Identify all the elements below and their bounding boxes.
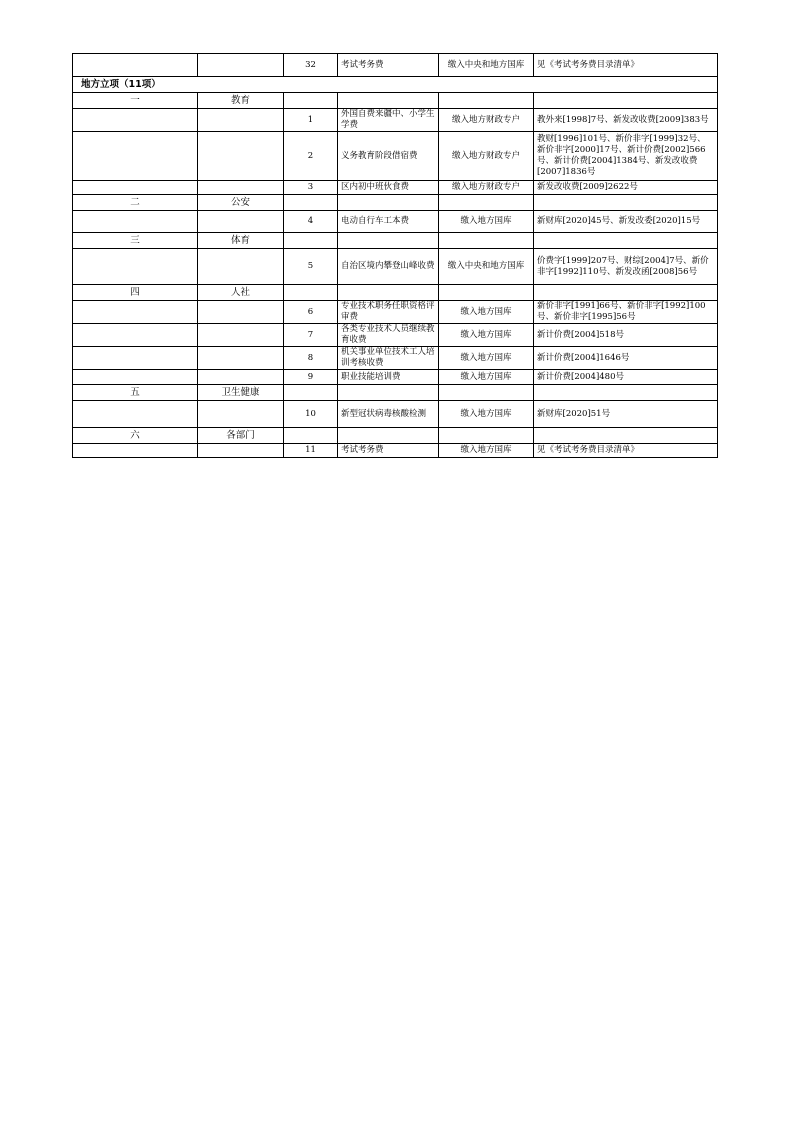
group-name: 教育 bbox=[198, 93, 284, 109]
item-name: 考试考务费 bbox=[338, 444, 439, 458]
table-row bbox=[73, 181, 718, 195]
item-name: 区内初中班伙食费 bbox=[338, 181, 439, 195]
item-number: 4 bbox=[284, 211, 338, 233]
group-name: 人社 bbox=[198, 285, 284, 301]
item-name: 各类专业技术人员继续教育收费 bbox=[338, 324, 439, 347]
item-name: 机关事业单位技术工人培训考核收费 bbox=[338, 347, 439, 370]
item-name: 考试考务费 bbox=[338, 54, 439, 77]
payment-method: 缴入地方国库 bbox=[439, 401, 534, 428]
policy-basis: 新发改收费[2009]2622号 bbox=[534, 181, 718, 195]
cell-empty bbox=[73, 444, 198, 458]
group-row bbox=[73, 285, 718, 301]
policy-basis: 新财库[2020]45号、新发改委[2020]15号 bbox=[534, 211, 718, 233]
cell-empty bbox=[534, 428, 718, 444]
table-row bbox=[73, 211, 718, 233]
table-row bbox=[73, 324, 718, 347]
table-row bbox=[73, 401, 718, 428]
item-number: 8 bbox=[284, 347, 338, 370]
payment-method: 缴入地方国库 bbox=[439, 444, 534, 458]
table-row-top bbox=[73, 54, 718, 77]
group-number: 五 bbox=[73, 385, 198, 401]
item-number: 5 bbox=[284, 249, 338, 285]
payment-method: 缴入地方国库 bbox=[439, 324, 534, 347]
item-number: 9 bbox=[284, 370, 338, 385]
item-number: 1 bbox=[284, 109, 338, 132]
payment-method: 缴入地方国库 bbox=[439, 370, 534, 385]
table-row bbox=[73, 132, 718, 181]
cell-empty bbox=[284, 385, 338, 401]
item-name: 自治区境内攀登山峰收费 bbox=[338, 249, 439, 285]
cell-empty bbox=[534, 195, 718, 211]
group-name: 各部门 bbox=[198, 428, 284, 444]
table-row bbox=[73, 301, 718, 324]
cell-empty bbox=[439, 428, 534, 444]
group-number: 一 bbox=[73, 93, 198, 109]
cell-empty bbox=[439, 385, 534, 401]
cell-empty bbox=[73, 132, 198, 181]
group-row bbox=[73, 93, 718, 109]
cell-empty bbox=[534, 385, 718, 401]
cell-empty bbox=[198, 109, 284, 132]
item-number: 3 bbox=[284, 181, 338, 195]
item-number: 7 bbox=[284, 324, 338, 347]
item-number: 6 bbox=[284, 301, 338, 324]
group-row bbox=[73, 195, 718, 211]
item-name: 新型冠状病毒核酸检测 bbox=[338, 401, 439, 428]
cell-empty bbox=[198, 132, 284, 181]
group-row bbox=[73, 233, 718, 249]
group-number: 六 bbox=[73, 428, 198, 444]
cell-empty bbox=[338, 195, 439, 211]
policy-basis: 教外来[1998]7号、新发改收费[2009]383号 bbox=[534, 109, 718, 132]
cell-empty bbox=[534, 233, 718, 249]
cell-empty bbox=[534, 285, 718, 301]
policy-basis: 新计价费[2004]1646号 bbox=[534, 347, 718, 370]
item-number: 11 bbox=[284, 444, 338, 458]
policy-basis: 教财[1996]101号、新价非字[1999]32号、新价非字[2000]17号、新计价费[2002]566号、新计价费[2004]1384号、新发改收费[2007]1836号 bbox=[534, 132, 718, 181]
policy-basis: 新价非字[1991]66号、新价非字[1992]100号、新价非字[1995]56号 bbox=[534, 301, 718, 324]
cell-empty bbox=[198, 401, 284, 428]
policy-basis: 见《考试考务费目录清单》 bbox=[534, 444, 718, 458]
table-row bbox=[73, 347, 718, 370]
group-row bbox=[73, 385, 718, 401]
policy-basis: 新财库[2020]51号 bbox=[534, 401, 718, 428]
policy-basis: 新计价费[2004]518号 bbox=[534, 324, 718, 347]
group-number: 二 bbox=[73, 195, 198, 211]
table-row bbox=[73, 109, 718, 132]
group-name: 卫生健康 bbox=[198, 385, 284, 401]
cell-empty bbox=[284, 233, 338, 249]
cell-empty bbox=[198, 347, 284, 370]
payment-method: 缴入地方国库 bbox=[439, 347, 534, 370]
policy-basis: 价费字[1999]207号、财综[2004]7号、新价非字[1992]110号、新发改函[2008]56号 bbox=[534, 249, 718, 285]
payment-method: 缴入地方财政专户 bbox=[439, 132, 534, 181]
cell-empty bbox=[284, 285, 338, 301]
cell-empty bbox=[284, 428, 338, 444]
cell-empty bbox=[439, 93, 534, 109]
cell-empty bbox=[198, 54, 284, 77]
policy-basis: 见《考试考务费目录清单》 bbox=[534, 54, 718, 77]
cell-empty bbox=[284, 93, 338, 109]
section-title: 地方立项（11项） bbox=[73, 77, 718, 93]
cell-empty bbox=[338, 285, 439, 301]
group-name: 体育 bbox=[198, 233, 284, 249]
cell-empty bbox=[198, 301, 284, 324]
payment-method: 缴入中央和地方国库 bbox=[439, 249, 534, 285]
item-name: 外国自费来疆中、小学生学费 bbox=[338, 109, 439, 132]
cell-empty bbox=[338, 93, 439, 109]
cell-empty bbox=[73, 109, 198, 132]
item-name: 电动自行车工本费 bbox=[338, 211, 439, 233]
item-number: 32 bbox=[284, 54, 338, 77]
cell-empty bbox=[73, 54, 198, 77]
cell-empty bbox=[439, 285, 534, 301]
payment-method: 缴入地方国库 bbox=[439, 211, 534, 233]
cell-empty bbox=[73, 211, 198, 233]
cell-empty bbox=[73, 347, 198, 370]
table-row bbox=[73, 444, 718, 458]
cell-empty bbox=[439, 233, 534, 249]
item-name: 专业技术职务任职资格评审费 bbox=[338, 301, 439, 324]
cell-empty bbox=[73, 370, 198, 385]
payment-method: 缴入地方国库 bbox=[439, 301, 534, 324]
fee-table bbox=[72, 53, 718, 458]
cell-empty bbox=[198, 181, 284, 195]
item-name: 义务教育阶段借宿费 bbox=[338, 132, 439, 181]
cell-empty bbox=[198, 370, 284, 385]
item-number: 10 bbox=[284, 401, 338, 428]
cell-empty bbox=[73, 324, 198, 347]
group-number: 四 bbox=[73, 285, 198, 301]
policy-basis: 新计价费[2004]480号 bbox=[534, 370, 718, 385]
payment-method: 缴入地方财政专户 bbox=[439, 181, 534, 195]
fee-table-body bbox=[73, 54, 718, 458]
cell-empty bbox=[338, 233, 439, 249]
cell-empty bbox=[73, 249, 198, 285]
cell-empty bbox=[73, 401, 198, 428]
cell-empty bbox=[439, 195, 534, 211]
item-name: 职业技能培训费 bbox=[338, 370, 439, 385]
cell-empty bbox=[198, 211, 284, 233]
table-row bbox=[73, 370, 718, 385]
cell-empty bbox=[198, 324, 284, 347]
group-name: 公安 bbox=[198, 195, 284, 211]
cell-empty bbox=[338, 385, 439, 401]
payment-method: 缴入地方财政专户 bbox=[439, 109, 534, 132]
cell-empty bbox=[73, 181, 198, 195]
cell-empty bbox=[284, 195, 338, 211]
table-row bbox=[73, 249, 718, 285]
cell-empty bbox=[534, 93, 718, 109]
cell-empty bbox=[198, 444, 284, 458]
payment-method: 缴入中央和地方国库 bbox=[439, 54, 534, 77]
item-number: 2 bbox=[284, 132, 338, 181]
group-row bbox=[73, 428, 718, 444]
cell-empty bbox=[338, 428, 439, 444]
group-number: 三 bbox=[73, 233, 198, 249]
cell-empty bbox=[198, 249, 284, 285]
section-title-row bbox=[73, 77, 718, 93]
cell-empty bbox=[73, 301, 198, 324]
